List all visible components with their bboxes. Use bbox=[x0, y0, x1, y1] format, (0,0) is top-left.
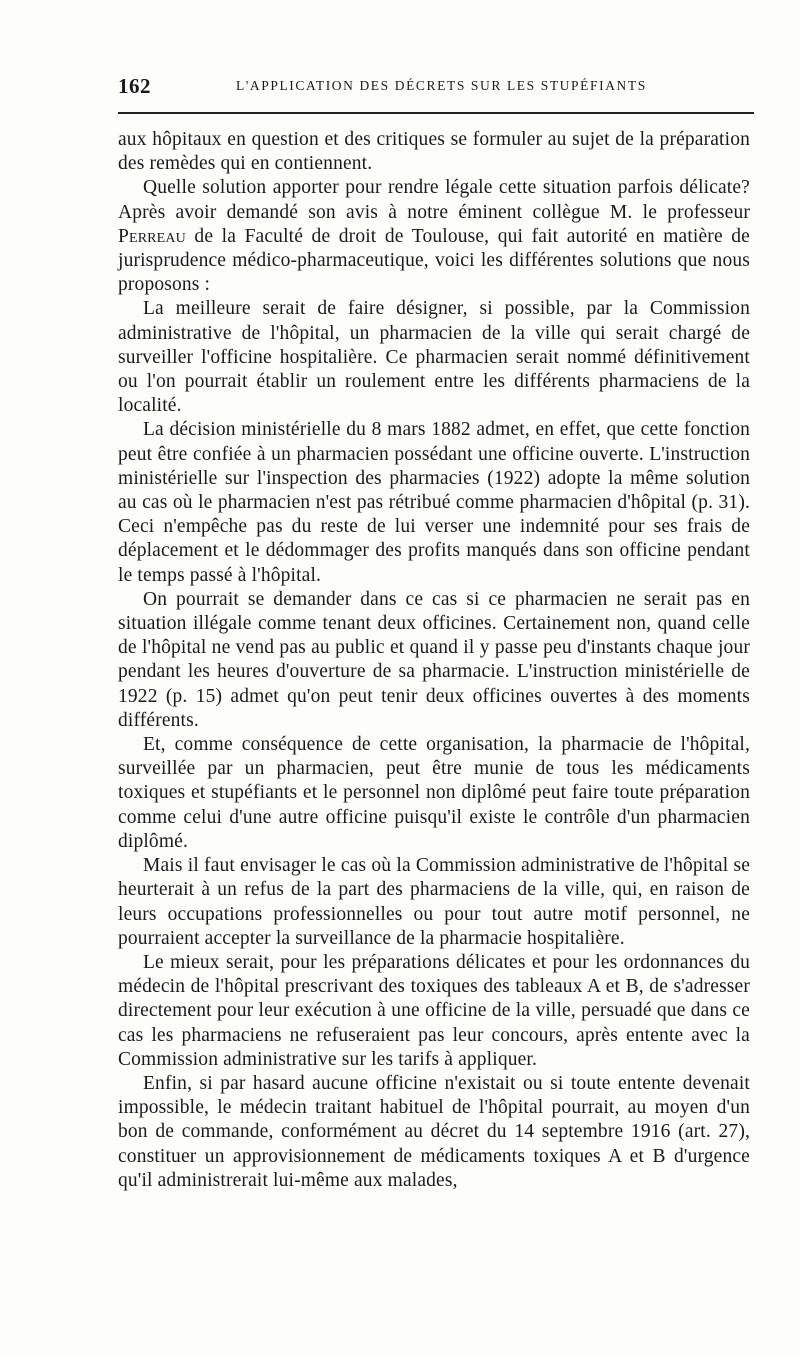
page-header bbox=[118, 74, 754, 102]
running-title: L'APPLICATION DES DÉCRETS SUR LES STUPÉFIANTS bbox=[236, 78, 647, 93]
paragraph-text: Quelle solution apporter pour rendre légale cette situation parfois délicate? Après avoir demandé son avis à notre éminent collègue M. le professeur bbox=[118, 177, 750, 223]
page-number: 162 bbox=[118, 74, 151, 98]
paragraph-continued: aux hôpitaux en question et des critiques se formuler au sujet de la préparation des remèdes qui en contiennent. bbox=[118, 129, 750, 175]
paragraph: Le mieux serait, pour les préparations délicates et pour les ordonnances du médecin de l'hôpital prescrivant des toxiques des tableaux A et B, de s'adresser directement pour leur exécution à une officine de la ville, persuadé que dans ce cas les pharmaciens ne refuseraient pas leur concours, après entente avec la Commission administrative sur les tarifs à appliquer. bbox=[118, 951, 750, 1070]
header-rule bbox=[118, 112, 754, 114]
body-text bbox=[118, 128, 750, 1193]
paragraph: Mais il faut envisager le cas où la Commission administrative de l'hôpital se heurterait à un refus de la part des pharmaciens de la ville, qui, en raison de leurs occupations professionnelles ou pour tout autre motif personnel, ne pourraient accepter la surveillance de la pharmacie hospitalière. bbox=[118, 855, 750, 949]
author-name: Perreau bbox=[118, 225, 186, 247]
paragraph-text: de la Faculté de droit de Toulouse, qui fait autorité en matière de jurisprudence médico-pharmaceutique, voici les différentes solutions que nous proposons : bbox=[118, 225, 750, 296]
paragraph bbox=[118, 176, 750, 297]
paragraph: Enfin, si par hasard aucune officine n'existait ou si toute entente devenait impossible, le médecin traitant habituel de l'hôpital pourrait, au moyen d'un bon de commande, conformément au décret du 14 septembre 1916 (art. 27), constituer un approvisionnement de médicaments toxiques A et B d'urgence qu'il administrerait lui-même aux malades, bbox=[118, 1072, 750, 1191]
paragraph: Et, comme conséquence de cette organisation, la pharmacie de l'hôpital, surveillée par un pharmacien, peut être munie de tous les médicaments toxiques et stupéfiants et le personnel non diplômé peut faire toute préparation comme celui d'une autre officine puisqu'il existe le contrôle d'un pharmacien diplômé. bbox=[118, 734, 750, 852]
paragraph: La décision ministérielle du 8 mars 1882 admet, en effet, que cette fonction peut être confiée à un pharmacien possédant une officine ouverte. L'instruction ministérielle sur l'inspection des pharmacies (1922) adopte la même solution au cas où le pharmacien n'est pas rétribué comme pharmacien d'hôpital (p. 31). Ceci n'empêche pas du reste de lui verser une indemnité pour ses frais de déplacement et le dédommager des profits manqués dans son officine pendant le temps passé à l'hôpital. bbox=[118, 419, 750, 586]
paragraph: On pourrait se demander dans ce cas si ce pharmacien ne serait pas en situation illégale comme tenant deux officines. Certainement non, quand celle de l'hôpital ne vend pas au public et quand il y passe peu d'instants chaque jour pendant les heures d'ouverture de sa pharmacie. L'instruction ministérielle de 1922 (p. 15) admet qu'on peut tenir deux officines ouvertes à des moments différents. bbox=[118, 588, 750, 731]
paragraph: La meilleure serait de faire désigner, si possible, par la Commission administrative de l'hôpital, un pharmacien de la ville qui serait chargé de surveiller l'officine hospitalière. Ce pharmacien serait nommé définitivement ou l'on pourrait établir un roulement entre les différents pharmaciens de la localité. bbox=[118, 298, 750, 417]
